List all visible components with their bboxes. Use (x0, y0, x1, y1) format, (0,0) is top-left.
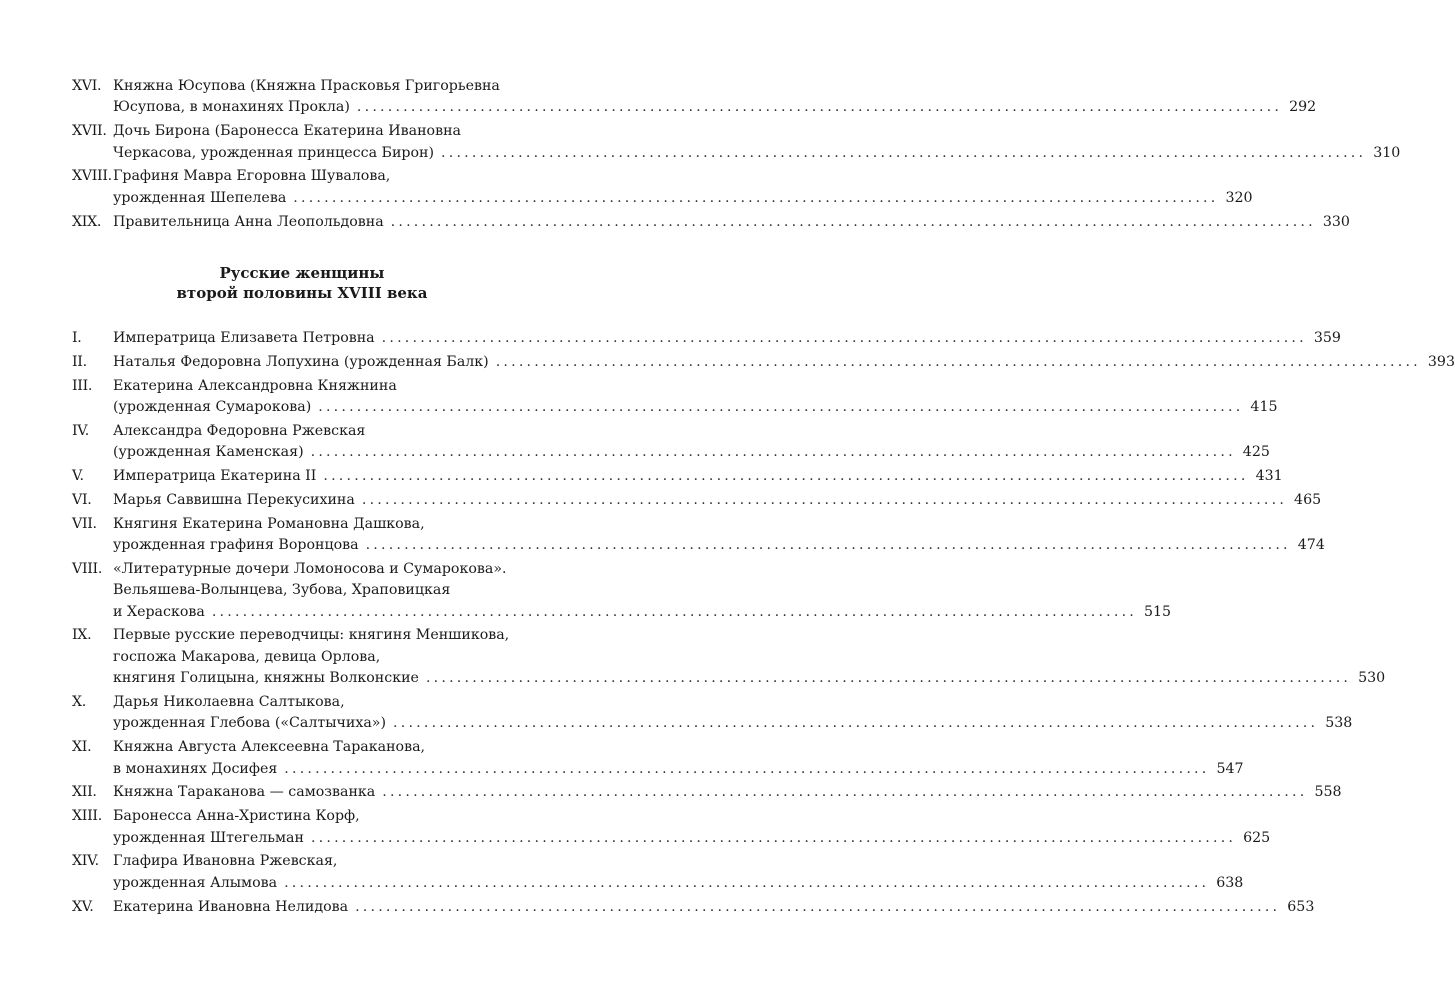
toc-entry (72, 806, 1271, 849)
dot-leader: ........................................................................................................................ (211, 603, 1137, 620)
toc-entry (72, 514, 1325, 557)
toc-page-number: 538 (1325, 715, 1353, 732)
toc-entry-text: (урожденная Сумарокова) (113, 399, 312, 415)
dot-leader: ........................................................................................................................ (361, 491, 1288, 508)
toc-entry (72, 212, 1350, 233)
toc-entry-line (113, 625, 1385, 646)
toc-page-number: 425 (1242, 444, 1270, 461)
dot-leader: ........................................................................................................................ (355, 898, 1281, 915)
toc-entry (72, 851, 1244, 894)
toc-entry-number: VI. (72, 491, 92, 508)
toc-entry-number: III. (72, 377, 93, 394)
toc-entry-title (113, 737, 1244, 780)
toc-entry (72, 76, 1317, 119)
toc-entry-line (113, 692, 1352, 713)
toc-entry-title (113, 166, 1253, 209)
toc-page-number: 530 (1358, 670, 1386, 687)
toc-entry-line (113, 535, 1325, 556)
toc-page-number: 292 (1289, 99, 1317, 116)
toc-entry-number: XIV. (72, 853, 99, 870)
toc-entry-title (113, 352, 1455, 373)
toc-entry-text: Княжна Августа Алексеевна Тараканова, (113, 739, 426, 756)
toc-entry-line (113, 376, 1278, 397)
toc-entry-title (113, 897, 1314, 918)
toc-entry-number: V. (72, 468, 84, 484)
toc-entry (72, 376, 1278, 419)
dot-leader: ........................................................................................................................ (284, 874, 1210, 891)
toc-entry-line (113, 580, 1171, 601)
toc-entry-text: Дочь Бирона (Баронесса Екатерина Ивановна (113, 123, 461, 140)
toc-entry-number: XI. (72, 739, 92, 756)
toc-entry-line (113, 397, 1278, 418)
toc-entry (72, 782, 1342, 803)
toc-entry-text: в монахинях Досифея (113, 760, 278, 777)
toc-page-number: 431 (1255, 468, 1283, 484)
toc-entry-text: Баронесса Анна-Христина Корф, (113, 808, 360, 825)
toc-page-number: 638 (1216, 874, 1244, 891)
toc-entry-line (113, 514, 1325, 535)
toc-entry-title (113, 806, 1270, 849)
toc-entry-text: Княжна Юсупова (Княжна Прасковья Григорьевна (113, 78, 500, 94)
toc-entry-text: Александра Федоровна Ржевская (113, 422, 366, 439)
section-heading-line-1: Русские женщины (219, 264, 385, 282)
toc-page-number: 547 (1216, 760, 1244, 777)
toc-entry-number: VII. (72, 515, 97, 532)
toc-entry-line (113, 328, 1341, 349)
toc-entry-number: X. (72, 694, 87, 711)
toc-entry-line (113, 782, 1342, 803)
toc-entry-text: Вельяшева-Волынцева, Зубова, Храповицкая (113, 582, 451, 599)
toc-entry-text: Екатерина Ивановна Нелидова (113, 898, 349, 915)
toc-entry-text: урожденная Глебова («Салтычиха») (113, 715, 387, 732)
toc-entry-text: княгиня Голицына, княжны Волконские (113, 670, 419, 687)
toc-entry-line (113, 421, 1270, 442)
toc-entry-line (113, 76, 1316, 97)
toc-entry-title (113, 328, 1341, 349)
toc-entry-number: XV. (72, 898, 94, 915)
toc-entry (72, 328, 1341, 349)
dot-leader: ........................................................................................................................ (382, 784, 1308, 801)
toc-entry-number: XVIII. (72, 168, 112, 185)
toc-entry (72, 166, 1253, 209)
toc-entry-title (113, 692, 1352, 735)
toc-entry-line (113, 759, 1244, 780)
toc-entry-text: Графиня Мавра Егоровна Шувалова, (113, 168, 391, 185)
toc-entry-number: XII. (72, 784, 97, 801)
dot-leader: ........................................................................................................................ (390, 213, 1316, 230)
toc-page-number: 653 (1287, 898, 1315, 915)
dot-leader: ........................................................................................................................ (310, 829, 1237, 846)
toc-entry-line (113, 873, 1243, 894)
toc-entry-text: Императрица Елизавета Петровна (113, 330, 375, 346)
toc-entry-text: Юсупова, в монахинях Прокла) (113, 99, 350, 116)
toc-entry-line (113, 352, 1455, 373)
toc-entry-text: «Литературные дочери Ломоносова и Сумарокова». (113, 560, 507, 577)
toc-page-number: 393 (1427, 353, 1455, 370)
toc-entry (72, 897, 1315, 918)
toc-entry-text: и Хераскова (113, 603, 205, 620)
toc-entry (72, 421, 1270, 464)
toc-entry-title (113, 514, 1325, 557)
toc-page-number: 474 (1297, 537, 1325, 553)
toc-entry-title (113, 559, 1171, 623)
toc-entry-text: Императрица Екатерина II (113, 468, 317, 484)
toc-entry-line (113, 559, 1171, 580)
toc-section-2 (72, 328, 1455, 920)
toc-entry-number: XVII. (72, 123, 107, 140)
toc-entry (72, 352, 1455, 373)
toc-page-number: 359 (1313, 330, 1341, 346)
toc-entry-line (113, 212, 1350, 233)
toc-page-number: 320 (1225, 189, 1253, 206)
toc-entry-text: Наталья Федоровна Лопухина (урожденная Балк) (113, 353, 489, 370)
section-heading-line-2: второй половины XVIII века (176, 284, 428, 302)
toc-entry-line (113, 166, 1253, 187)
toc-entry-title (113, 121, 1400, 164)
dot-leader: ........................................................................................................................ (381, 330, 1307, 346)
toc-entry-line (113, 466, 1283, 487)
toc-entry-line (113, 713, 1352, 734)
toc-entry-text: урожденная графиня Воронцова (113, 537, 359, 553)
toc-entry (72, 121, 1401, 164)
toc-entry-line (113, 442, 1270, 463)
toc-entry-number: IX. (72, 627, 92, 644)
toc-entry-text: урожденная Алымова (113, 874, 278, 891)
toc-entry-text: госпожа Макарова, девица Орлова, (113, 648, 381, 665)
toc-entry-text: Марья Саввишна Перекусихина (113, 491, 355, 508)
toc-entry-title (113, 625, 1385, 689)
toc-entry-number: XIII. (72, 808, 102, 825)
dot-leader: ........................................................................................................................ (495, 353, 1421, 370)
toc-entry-text: Черкасова, урожденная принцесса Бирон) (113, 144, 435, 161)
dot-leader: ........................................................................................................................ (365, 537, 1291, 553)
toc-page-number: 465 (1294, 491, 1322, 508)
toc-entry-line (113, 851, 1243, 872)
toc-page-number: 310 (1373, 144, 1401, 161)
toc-page-number: 625 (1243, 829, 1271, 846)
toc-entry-line (113, 97, 1316, 118)
toc-entry-text: Правительница Анна Леопольдовна (113, 213, 384, 230)
toc-entry-title (113, 76, 1316, 119)
toc-entry (72, 737, 1244, 780)
toc-entry-text: Первые русские переводчицы: княгиня Меншикова, (113, 627, 510, 644)
toc-entry-number: XVI. (72, 78, 102, 94)
toc-entry-text: Дарья Николаевна Салтыкова, (113, 694, 345, 711)
toc-page-number: 415 (1250, 399, 1278, 415)
toc-page-number: 515 (1144, 603, 1172, 620)
dot-leader: ........................................................................................................................ (323, 468, 1249, 484)
toc-entry (72, 559, 1172, 623)
toc-entry-title (113, 376, 1278, 419)
toc-entry-title (113, 212, 1350, 233)
toc-entry-number: XIX. (72, 213, 102, 230)
toc-entry (72, 490, 1322, 511)
dot-leader: ........................................................................................................................ (425, 670, 1352, 687)
toc-entry-line (113, 897, 1314, 918)
toc-entry (72, 692, 1353, 735)
toc-entry-line (113, 490, 1321, 511)
dot-leader: ........................................................................................................................ (284, 760, 1210, 777)
toc-entry-line (113, 647, 1385, 668)
toc-entry-text: (урожденная Каменская) (113, 444, 304, 461)
toc-entry (72, 625, 1386, 689)
toc-section-1 (72, 76, 1401, 235)
toc-entry-text: урожденная Штегельман (113, 829, 304, 846)
toc-entry-title (113, 490, 1321, 511)
toc-entry-text: урожденная Шепелева (113, 189, 287, 206)
toc-entry-text: Княгиня Екатерина Романовна Дашкова, (113, 515, 425, 532)
toc-entry-title (113, 421, 1270, 464)
dot-leader: ........................................................................................................................ (293, 189, 1219, 206)
dot-leader: ........................................................................................................................ (318, 399, 1244, 415)
dot-leader: ........................................................................................................................ (310, 444, 1236, 461)
toc-entry-line (113, 121, 1400, 142)
toc-entry-number: I. (72, 330, 82, 346)
toc-entry-line (113, 188, 1253, 209)
toc-entry-number: IV. (72, 422, 89, 439)
toc-entry-title (113, 851, 1243, 894)
toc-entry-line (113, 737, 1244, 758)
toc-entry-line (113, 602, 1171, 623)
toc-page-number: 330 (1322, 213, 1350, 230)
toc-entry-text: Екатерина Александровна Княжнина (113, 377, 397, 394)
dot-leader: ........................................................................................................................ (393, 715, 1319, 732)
toc-entry-line (113, 828, 1270, 849)
section-heading (72, 263, 532, 303)
toc-entry-line (113, 668, 1385, 689)
toc-entry-number: II. (72, 353, 87, 370)
toc-entry-line (113, 806, 1270, 827)
toc-page-number: 558 (1314, 784, 1342, 801)
toc-entry (72, 466, 1283, 487)
toc-entry-text: Княжна Тараканова — самозванка (113, 784, 376, 801)
toc-entry-title (113, 782, 1342, 803)
dot-leader: ........................................................................................................................ (441, 144, 1367, 161)
dot-leader: ........................................................................................................................ (356, 99, 1283, 116)
toc-entry-line (113, 143, 1400, 164)
toc-entry-text: Глафира Ивановна Ржевская, (113, 853, 338, 870)
toc-entry-number: VIII. (72, 560, 103, 577)
toc-entry-title (113, 466, 1283, 487)
